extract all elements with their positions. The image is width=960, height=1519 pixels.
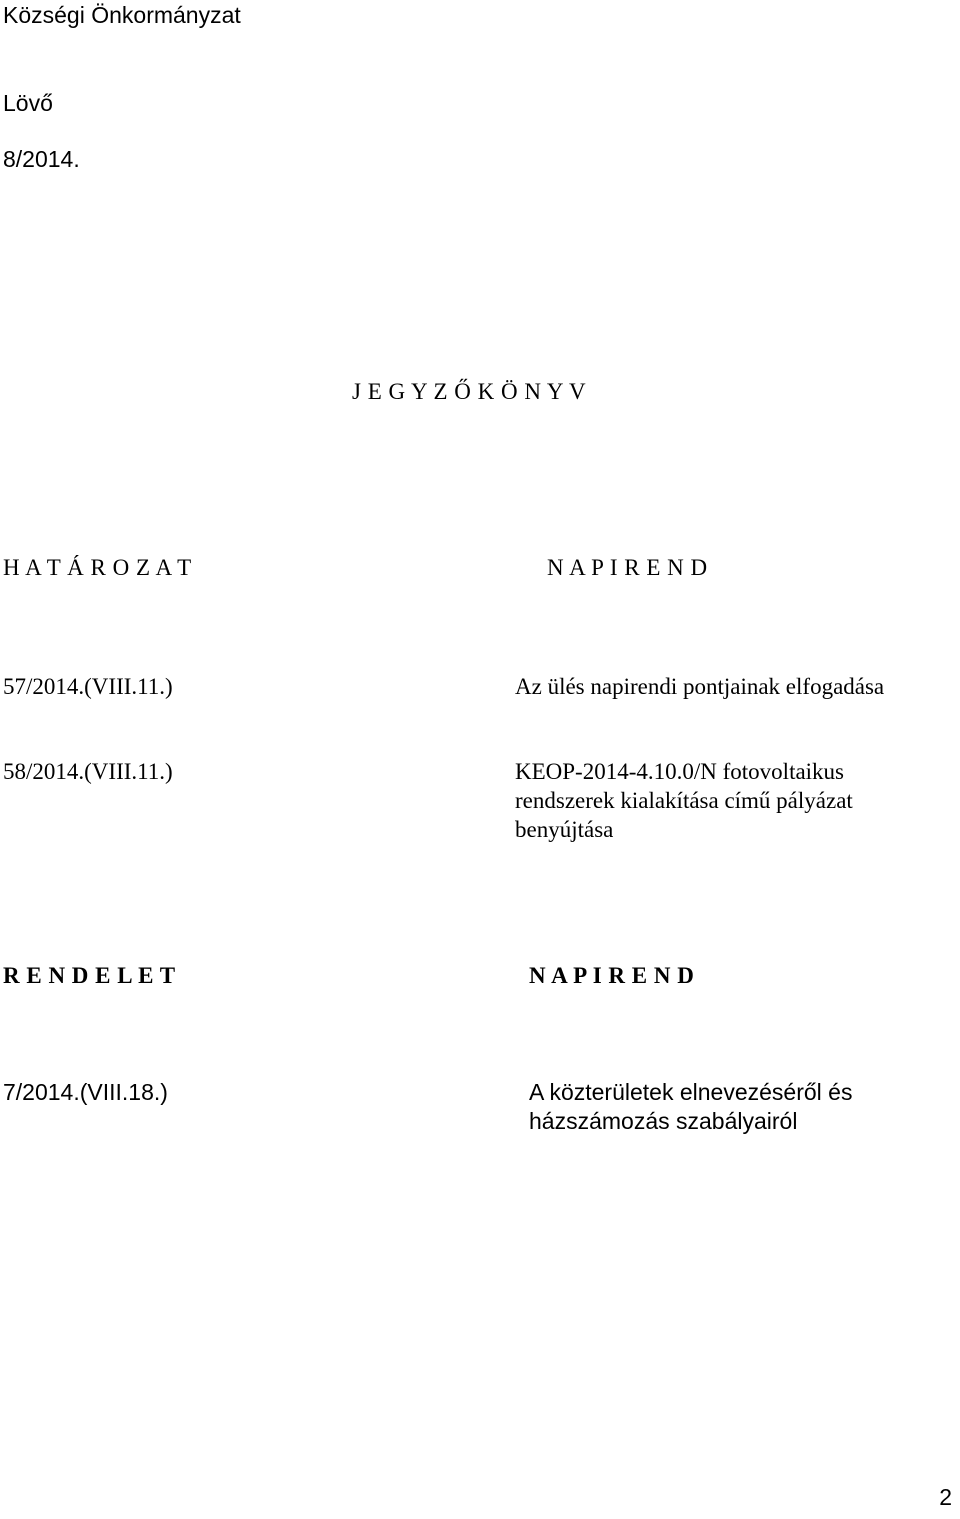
resolutions-heading: H A T Á R O Z A T [3, 555, 192, 580]
resolution-number: 57/2014.(VIII.11.) [3, 674, 173, 699]
document-title: J E G Y Z Ő K Ö N Y V [352, 379, 587, 404]
document-reference: 8/2014. [3, 146, 80, 172]
place-name: Lövő [3, 90, 53, 116]
agenda-line: házszámozás szabályairól [529, 1108, 798, 1134]
resolutions-agenda-heading: N A P I R E N D [547, 555, 708, 580]
agenda-line: Az ülés napirendi pontjainak elfogadása [515, 674, 885, 699]
resolution-agenda [515, 760, 853, 847]
decree-number: 7/2014.(VIII.18.) [3, 1079, 168, 1105]
page-number: 2 [939, 1484, 952, 1510]
decrees-heading: R E N D E L E T [3, 963, 176, 988]
agenda-line: A közterületek elnevezéséről és [529, 1079, 853, 1105]
resolution-agenda [515, 675, 884, 704]
agenda-line: KEOP-2014-4.10.0/N fotovoltaikus [515, 759, 845, 784]
resolution-number: 58/2014.(VIII.11.) [3, 759, 173, 784]
agenda-line: benyújtása [515, 817, 614, 842]
agenda-line: rendszerek kialakítása című pályázat [515, 788, 853, 813]
organization-name: Községi Önkormányzat [3, 2, 241, 28]
decrees-agenda-heading: N A P I R E N D [529, 963, 695, 988]
decree-agenda [529, 1081, 852, 1139]
